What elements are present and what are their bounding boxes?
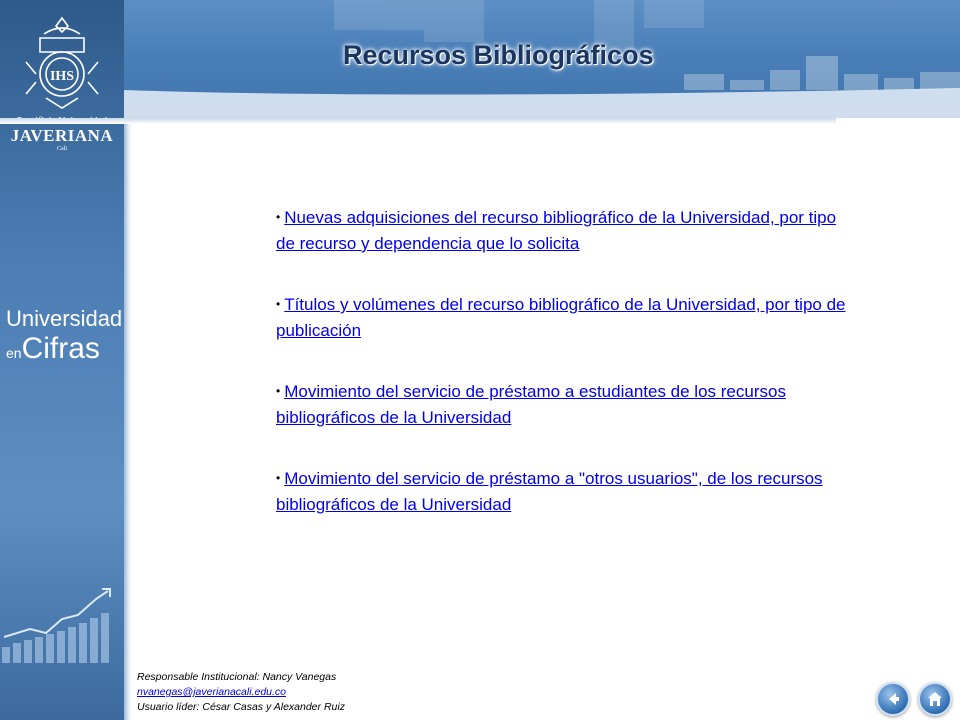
bullet-icon: • <box>276 384 281 398</box>
bullet-icon: • <box>276 471 281 485</box>
brand-universidad-en-cifras <box>2 306 124 366</box>
logo-line-javeriana: JAVERIANA <box>10 126 114 145</box>
svg-text:IHS: IHS <box>49 69 75 84</box>
back-arrow-icon <box>884 690 902 708</box>
page-title: Recursos Bibliográficos <box>343 40 654 70</box>
sidebar <box>0 0 124 720</box>
footer-leader: Usuario líder: César Casas y Alexander Ruiz <box>137 701 345 713</box>
back-button[interactable] <box>876 682 910 716</box>
link-prestamo-otros-usuarios[interactable]: Movimiento del servicio de préstamo a "otros usuarios", de los recursos bibliográficos de la Universidad <box>276 469 823 514</box>
footer-email-link[interactable]: nvanegas@javerianacali.edu.co <box>137 686 287 698</box>
header-banner <box>124 0 960 118</box>
brand-universidad: Universidad <box>6 306 123 331</box>
list-item <box>276 204 856 257</box>
brand-cifras: Cifras <box>21 332 100 365</box>
list-item <box>276 465 856 518</box>
link-titulos-volumenes[interactable]: Títulos y volúmenes del recurso bibliográfico de la Universidad, por tipo de publicación <box>276 295 846 340</box>
bullet-icon: • <box>276 210 281 224</box>
footer-responsible: Responsable Institucional: Nancy Vanegas <box>137 671 337 683</box>
resource-link-list <box>276 204 856 552</box>
home-icon <box>926 690 944 708</box>
home-button[interactable] <box>918 682 952 716</box>
bullet-icon: • <box>276 297 281 311</box>
header-fade <box>0 118 836 124</box>
brand-en: en <box>6 345 22 361</box>
list-item <box>276 378 856 431</box>
university-logo <box>8 12 116 152</box>
logo-line-cali: Cali <box>57 145 67 152</box>
link-nuevas-adquisiciones[interactable]: Nuevas adquisiciones del recurso bibliográfico de la Universidad, por tipo de recurso y dependencia que lo solicita <box>276 208 837 253</box>
decorative-growth-chart-icon <box>0 585 124 665</box>
crest-icon <box>22 12 102 112</box>
list-item <box>276 291 856 344</box>
footer-credits <box>137 670 345 715</box>
link-prestamo-estudiantes[interactable]: Movimiento del servicio de préstamo a estudiantes de los recursos bibliográficos de la Universidad <box>276 382 786 427</box>
